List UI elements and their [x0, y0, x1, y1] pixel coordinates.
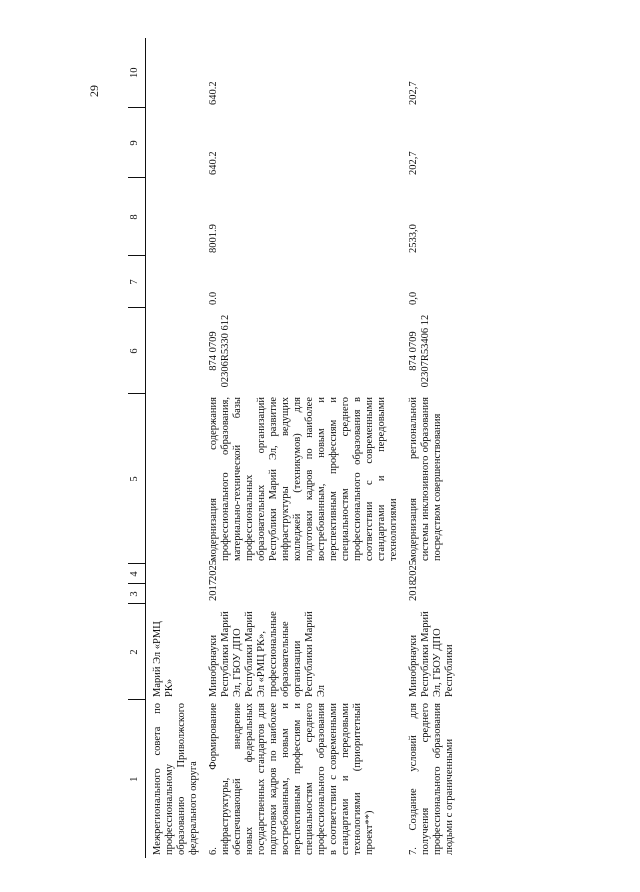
budget-program-table	[128, 38, 458, 858]
cell-budget-code: 874 0709 02306R5330 612	[208, 314, 231, 388]
page-number: 29	[87, 85, 101, 97]
cell-activity: 6. Формирование инфраструктуры, обеспечивающей внедрение новых федеральных государственных стандартов для подготовки кадров по наиболее востребованным, новым и перспективным профессиям и специальностям среднего профессионального образования в соответствии с современными стандартами и передовыми технологиями (приоритетный проект**)	[208, 703, 375, 855]
column-header-10: 10	[128, 38, 146, 108]
column-header-3: 3	[128, 584, 146, 604]
cell-start-year	[146, 584, 203, 604]
column-header-9: 9	[128, 108, 146, 178]
column-number-header	[128, 38, 146, 858]
rotated-table-sheet	[128, 38, 616, 858]
cell-value-10: 640.2	[208, 81, 219, 105]
cell-result	[146, 394, 203, 564]
cell-value-8: 2533,0	[408, 224, 419, 253]
cell-value-8: 8001.9	[208, 224, 219, 253]
cell-end-year: 2025	[208, 560, 219, 581]
column-header-7: 7	[128, 256, 146, 308]
cell-result: модернизация региональной системы инклюзивного образования посредством совершенствования	[408, 397, 443, 561]
cell-activity: 7. Создание условий для получения среднего профессионального образования людьми с ограниченными	[408, 703, 455, 855]
cell-budget-code: 874 0709 02307R53406 12	[408, 314, 431, 388]
cell-executor: Марий Эл «РМЦ РК»	[152, 621, 175, 697]
column-header-4: 4	[128, 564, 146, 584]
cell-value-9: 640.2	[208, 151, 219, 175]
cell-value-7: 0,0	[408, 291, 419, 305]
cell-value-8	[146, 178, 203, 256]
column-header-8: 8	[128, 178, 146, 256]
cell-value-9	[146, 108, 203, 178]
cell-value-9: 202,7	[408, 151, 419, 175]
table-row	[146, 38, 203, 858]
cell-start-year: 2017	[208, 580, 219, 601]
cell-value-10	[146, 38, 203, 108]
cell-value-10: 202,7	[408, 81, 419, 105]
column-header-1: 1	[128, 700, 146, 858]
cell-value-7	[146, 256, 203, 308]
cell-end-year	[146, 564, 203, 584]
cell-end-year: 2025	[408, 560, 419, 581]
table-row	[402, 38, 458, 858]
cell-value-7: 0.0	[208, 291, 219, 305]
cell-result: модернизация содержания профессионального образования, материально-технической базы профессиональных образовательных организаций Республики Марий Эл, развитие инфраструктуры ведущих колледжей (техникумов) для подготовки кадров по наиболее востребованным, новым и перспективным профессиям и специальностям среднего профессионального образования в соответствии с современными стандартами и передовыми технологиями	[208, 397, 399, 561]
cell-budget-code	[146, 308, 203, 394]
cell-executor: Минобрнауки Республики Марий Эл, ГБОУ ДПО Республики Марий Эл «РМЦ РК», профессиональные образовательные организации Республики Марий Эл	[208, 611, 327, 697]
cell-executor: Минобрнауки Республики Марий Эл, ГБОУ ДПО Республики	[408, 611, 455, 697]
column-header-6: 6	[128, 308, 146, 394]
column-header-2: 2	[128, 604, 146, 700]
column-header-5: 5	[128, 394, 146, 564]
cell-activity: Межрегионального совета по профессиональному образованию Приволжского федерального округа	[152, 703, 199, 855]
table-row	[202, 38, 402, 858]
cell-start-year: 2018	[408, 580, 419, 601]
